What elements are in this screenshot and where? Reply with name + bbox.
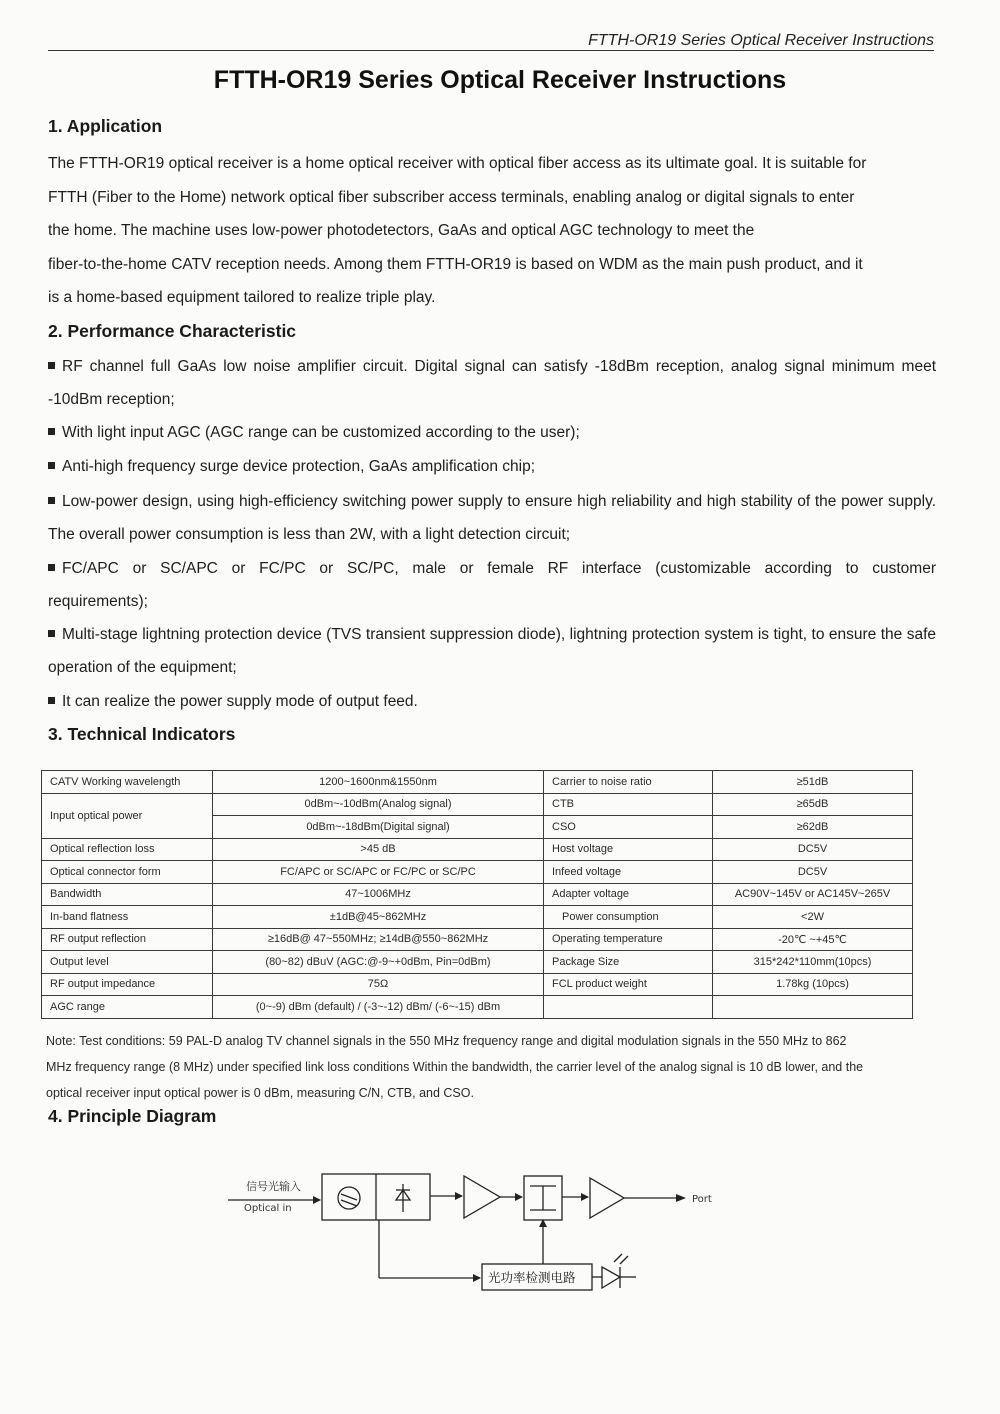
amplifier-1-icon [464, 1176, 500, 1218]
spec-label: RF output impedance [42, 973, 213, 996]
bullet-square-icon [48, 564, 55, 571]
spec-value: -20℃ ~+45℃ [713, 928, 913, 951]
table-row [42, 973, 913, 996]
paragraph-line: the home. The machine uses low-power photodetectors, GaAs and optical AGC technology to meet the [48, 222, 755, 239]
spec-label: Input optical power [42, 793, 213, 838]
note-line: Note: Test conditions: 59 PAL-D analog TV channel signals in the 550 MHz frequency range and digital modulation signals in the 550 MHz to 862 [46, 1034, 847, 1048]
table-row [42, 883, 913, 906]
spec-label: In-band flatness [42, 906, 213, 929]
spec-label: Operating temperature [544, 928, 713, 951]
spec-table [41, 770, 913, 1019]
spec-value: 0dBm~-10dBm(Analog signal) [213, 793, 544, 816]
led-indicator-icon [602, 1267, 620, 1288]
spec-label: Infeed voltage [544, 861, 713, 884]
paragraph-line: The FTTH-OR19 optical receiver is a home optical receiver with optical fiber access as its ultimate goal. It is suitable for [48, 155, 867, 172]
detector-label-cn: 光功率检测电路 [488, 1270, 576, 1285]
list-item: RF channel full GaAs low noise amplifier circuit. Digital signal can satisfy -18dBm reception, analog signal minimum meet -10dBm reception; [48, 358, 936, 408]
spec-value: 0dBm~-18dBm(Digital signal) [213, 816, 544, 839]
spec-label: Carrier to noise ratio [544, 771, 713, 794]
spec-value: FC/APC or SC/APC or FC/PC or SC/PC [213, 861, 544, 884]
spec-label: Optical connector form [42, 861, 213, 884]
spec-value: ≥62dB [713, 816, 913, 839]
spec-label: CTB [544, 793, 713, 816]
spec-value: 1200~1600nm&1550nm [213, 771, 544, 794]
spec-label: RF output reflection [42, 928, 213, 951]
spec-value: DC5V [713, 838, 913, 861]
spec-value: ±1dB@45~862MHz [213, 906, 544, 929]
spec-label: CATV Working wavelength [42, 771, 213, 794]
spec-value: 315*242*110mm(10pcs) [713, 951, 913, 974]
principle-diagram [210, 1160, 730, 1310]
document-title: FTTH-OR19 Series Optical Receiver Instructions [213, 66, 787, 94]
test-conditions-note [46, 1028, 936, 1106]
note-line: optical receiver input optical power is 0 dBm, measuring C/N, CTB, and CSO. [46, 1086, 474, 1100]
list-item: With light input AGC (AGC range can be customized according to the user); [48, 416, 936, 449]
paragraph-line: is a home-based equipment tailored to realize triple play. [48, 289, 436, 306]
amplifier-2-icon [590, 1178, 624, 1218]
spec-value: 47~1006MHz [213, 883, 544, 906]
table-row [42, 771, 913, 794]
bullet-square-icon [48, 697, 55, 704]
section-heading-technical: 3. Technical Indicators [48, 724, 236, 744]
section-heading-application: 1. Application [48, 116, 163, 136]
spec-label: Host voltage [544, 838, 713, 861]
spec-value: ≥51dB [713, 771, 913, 794]
bullet-square-icon [48, 497, 55, 504]
table-row [42, 928, 913, 951]
spec-value: 1.78kg (10pcs) [713, 973, 913, 996]
list-item: FC/APC or SC/APC or FC/PC or SC/PC, male or female RF interface (customizable according to customer requirements); [48, 560, 936, 610]
input-label-en: Optical in [244, 1203, 292, 1214]
spec-value [713, 996, 913, 1019]
running-header: FTTH-OR19 Series Optical Receiver Instructions [588, 32, 934, 49]
spec-label: FCL product weight [544, 973, 713, 996]
output-label: Port [692, 1194, 712, 1205]
paragraph-line: fiber-to-the-home CATV reception needs. Among them FTTH-OR19 is based on WDM as the main push product, and it [48, 256, 863, 273]
list-item: Multi-stage lightning protection device (TVS transient suppression diode), lightning protection system is tight, to ensure the safe operation of the equipment; [48, 626, 936, 676]
spec-value: 75Ω [213, 973, 544, 996]
spec-label: AGC range [42, 996, 213, 1019]
table-row [42, 996, 913, 1019]
spec-value: ≥16dB@ 47~550MHz; ≥14dB@550~862MHz [213, 928, 544, 951]
list-item: Low-power design, using high-efficiency switching power supply to ensure high reliability and high stability of the power supply. The overall power consumption is less than 2W, with a light detection circuit; [48, 493, 936, 543]
spec-value: (80~82) dBuV (AGC:@-9~+0dBm, Pin=0dBm) [213, 951, 544, 974]
spec-label: Package Size [544, 951, 713, 974]
spec-label: Output level [42, 951, 213, 974]
input-arrow-icon [313, 1196, 321, 1204]
spec-label: CSO [544, 816, 713, 839]
table-row [42, 906, 913, 929]
input-label-cn: 信号光输入 [246, 1180, 301, 1193]
spec-label: Optical reflection loss [42, 838, 213, 861]
spec-value: DC5V [713, 861, 913, 884]
table-row [42, 951, 913, 974]
bullet-square-icon [48, 462, 55, 469]
list-item: Anti-high frequency surge device protection, GaAs amplification chip; [48, 450, 936, 483]
spec-value: ≥65dB [713, 793, 913, 816]
bullet-square-icon [48, 428, 55, 435]
spec-value: >45 dB [213, 838, 544, 861]
spec-label: Bandwidth [42, 883, 213, 906]
list-item: It can realize the power supply mode of output feed. [48, 685, 936, 718]
paragraph-line: FTTH (Fiber to the Home) network optical fiber subscriber access terminals, enabling analog or digital signals to enter [48, 189, 855, 206]
section-heading-diagram: 4. Principle Diagram [48, 1106, 217, 1126]
spec-label: Power consumption [544, 906, 713, 929]
table-row [42, 861, 913, 884]
note-line: MHz frequency range (8 MHz) under specified link loss conditions Within the bandwidth, the carrier level of the analog signal is 10 dB lower, and the [46, 1060, 864, 1074]
spec-value: AC90V~145V or AC145V~265V [713, 883, 913, 906]
bullet-square-icon [48, 630, 55, 637]
spec-value: <2W [713, 906, 913, 929]
spec-label: Adapter voltage [544, 883, 713, 906]
section-heading-performance: 2. Performance Characteristic [48, 321, 297, 341]
spec-value: (0~-9) dBm (default) / (-3~-12) dBm/ (-6~-15) dBm [213, 996, 544, 1019]
table-row [42, 838, 913, 861]
table-row [42, 793, 913, 816]
bullet-square-icon [48, 362, 55, 369]
header-rule [48, 50, 934, 51]
spec-label [544, 996, 713, 1019]
output-arrow-icon [676, 1194, 686, 1202]
